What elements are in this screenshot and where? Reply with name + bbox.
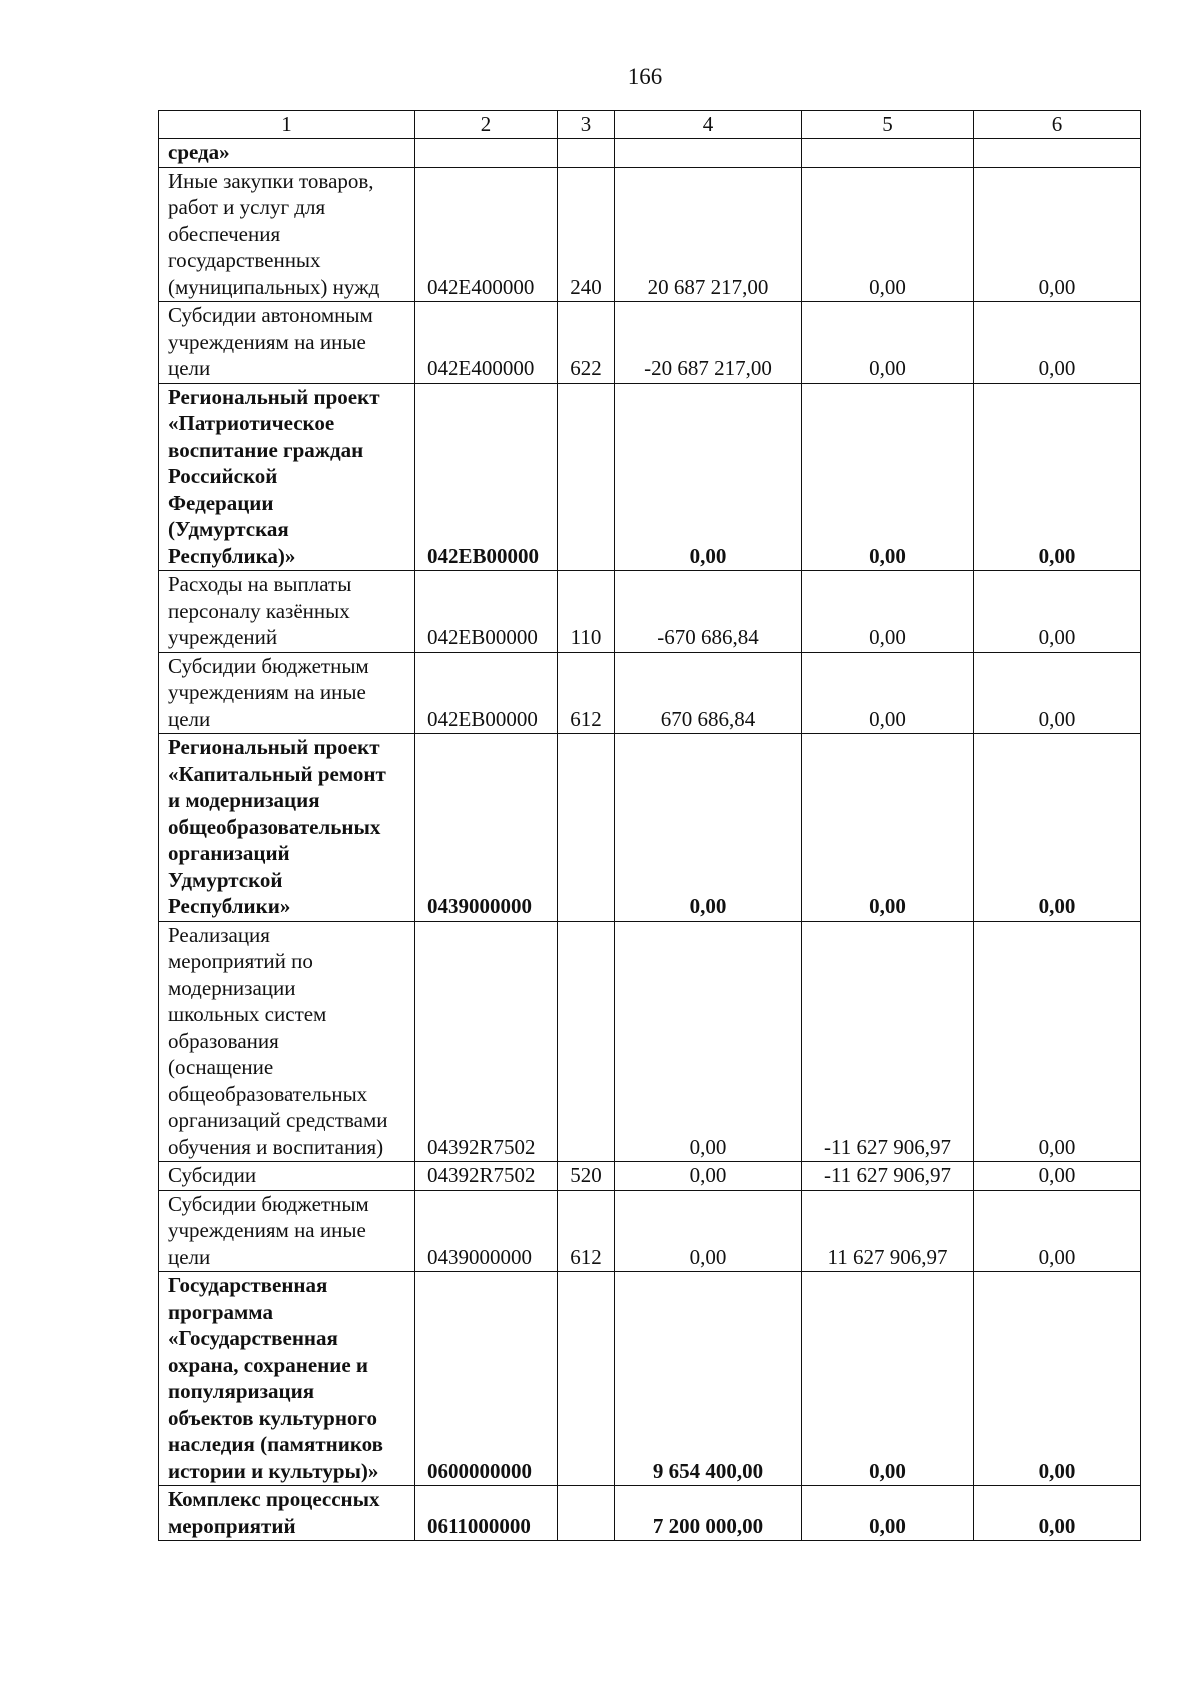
amount-col4-cell: 0,00 (615, 383, 802, 571)
expense-type-cell: 240 (558, 167, 615, 302)
amount-col6-cell: 0,00 (974, 1486, 1141, 1541)
amount-col6-cell: 0,00 (974, 921, 1141, 1162)
column-header-6: 6 (974, 111, 1141, 139)
column-header-4: 4 (615, 111, 802, 139)
expense-type-cell: 612 (558, 1190, 615, 1272)
amount-col5-cell: 0,00 (802, 167, 974, 302)
row-name-cell: Реализация мероприятий по модернизации школьных систем образования (оснащение общеобразовательных организаций средствами обучения и воспитания) (159, 921, 415, 1162)
row-name-cell: Субсидии бюджетным учреждениям на иные цели (159, 652, 415, 734)
column-header-2: 2 (415, 111, 558, 139)
table-row (159, 167, 1141, 302)
amount-col6-cell: 0,00 (974, 1190, 1141, 1272)
amount-col6-cell: 0,00 (974, 167, 1141, 302)
expense-type-cell (558, 139, 615, 168)
amount-col5-cell (802, 139, 974, 168)
amount-col4-cell: -670 686,84 (615, 571, 802, 653)
amount-col6-cell: 0,00 (974, 1162, 1141, 1191)
table-row (159, 1272, 1141, 1486)
amount-col4-cell: 0,00 (615, 734, 802, 922)
amount-col4-cell: 9 654 400,00 (615, 1272, 802, 1486)
amount-col6-cell (974, 139, 1141, 168)
expense-type-cell (558, 383, 615, 571)
amount-col6-cell: 0,00 (974, 652, 1141, 734)
amount-col4-cell: 0,00 (615, 921, 802, 1162)
table-row (159, 1486, 1141, 1541)
row-name-cell: Региональный проект «Патриотическое воспитание граждан Российской Федерации (Удмуртская Республика)» (159, 383, 415, 571)
row-name-cell: Государственная программа «Государственная охрана, сохранение и популяризация объектов культурного наследия (памятников истории и культуры)» (159, 1272, 415, 1486)
amount-col5-cell: 0,00 (802, 652, 974, 734)
table-row (159, 1190, 1141, 1272)
expense-type-cell: 110 (558, 571, 615, 653)
table-row (159, 921, 1141, 1162)
target-code-cell: 042E400000 (415, 167, 558, 302)
table-row (159, 139, 1141, 168)
table-row (159, 302, 1141, 384)
table-row (159, 652, 1141, 734)
amount-col5-cell: 0,00 (802, 302, 974, 384)
row-name-cell: среда» (159, 139, 415, 168)
row-name-cell: Субсидии бюджетным учреждениям на иные цели (159, 1190, 415, 1272)
expense-type-cell (558, 734, 615, 922)
amount-col5-cell: 11 627 906,97 (802, 1190, 974, 1272)
amount-col5-cell: -11 627 906,97 (802, 1162, 974, 1191)
amount-col6-cell: 0,00 (974, 1272, 1141, 1486)
expense-type-cell: 612 (558, 652, 615, 734)
budget-table (158, 110, 1141, 1541)
expense-type-cell (558, 1486, 615, 1541)
target-code-cell: 0611000000 (415, 1486, 558, 1541)
amount-col4-cell: 670 686,84 (615, 652, 802, 734)
target-code-cell: 0439000000 (415, 734, 558, 922)
row-name-cell: Расходы на выплаты персоналу казённых учреждений (159, 571, 415, 653)
target-code-cell: 042EB00000 (415, 652, 558, 734)
table-header-row (159, 111, 1141, 139)
row-name-cell: Субсидии автономным учреждениям на иные цели (159, 302, 415, 384)
amount-col5-cell: 0,00 (802, 383, 974, 571)
row-name-cell: Комплекс процессных мероприятий (159, 1486, 415, 1541)
amount-col6-cell: 0,00 (974, 383, 1141, 571)
amount-col6-cell: 0,00 (974, 302, 1141, 384)
expense-type-cell (558, 921, 615, 1162)
target-code-cell: 04392R7502 (415, 1162, 558, 1191)
row-name-cell: Субсидии (159, 1162, 415, 1191)
target-code-cell: 0600000000 (415, 1272, 558, 1486)
amount-col4-cell: 7 200 000,00 (615, 1486, 802, 1541)
table-row (159, 734, 1141, 922)
expense-type-cell: 622 (558, 302, 615, 384)
column-header-1: 1 (159, 111, 415, 139)
target-code-cell: 042E400000 (415, 302, 558, 384)
table-row (159, 571, 1141, 653)
page-number: 166 (627, 64, 663, 89)
row-name-cell: Региональный проект «Капитальный ремонт и модернизация общеобразовательных организаций Удмуртской Республики» (159, 734, 415, 922)
amount-col5-cell: 0,00 (802, 1272, 974, 1486)
row-name-cell: Иные закупки товаров, работ и услуг для обеспечения государственных (муниципальных) нужд (159, 167, 415, 302)
amount-col4-cell (615, 139, 802, 168)
target-code-cell: 0439000000 (415, 1190, 558, 1272)
amount-col4-cell: 20 687 217,00 (615, 167, 802, 302)
target-code-cell (415, 139, 558, 168)
amount-col4-cell: 0,00 (615, 1162, 802, 1191)
amount-col5-cell: 0,00 (802, 1486, 974, 1541)
target-code-cell: 04392R7502 (415, 921, 558, 1162)
amount-col4-cell: -20 687 217,00 (615, 302, 802, 384)
amount-col5-cell: 0,00 (802, 734, 974, 922)
target-code-cell: 042EB00000 (415, 383, 558, 571)
target-code-cell: 042EB00000 (415, 571, 558, 653)
expense-type-cell: 520 (558, 1162, 615, 1191)
expense-type-cell (558, 1272, 615, 1486)
table-row (159, 383, 1141, 571)
amount-col5-cell: -11 627 906,97 (802, 921, 974, 1162)
amount-col6-cell: 0,00 (974, 734, 1141, 922)
column-header-5: 5 (802, 111, 974, 139)
table-row (159, 1162, 1141, 1191)
column-header-3: 3 (558, 111, 615, 139)
amount-col5-cell: 0,00 (802, 571, 974, 653)
amount-col6-cell: 0,00 (974, 571, 1141, 653)
amount-col4-cell: 0,00 (615, 1190, 802, 1272)
